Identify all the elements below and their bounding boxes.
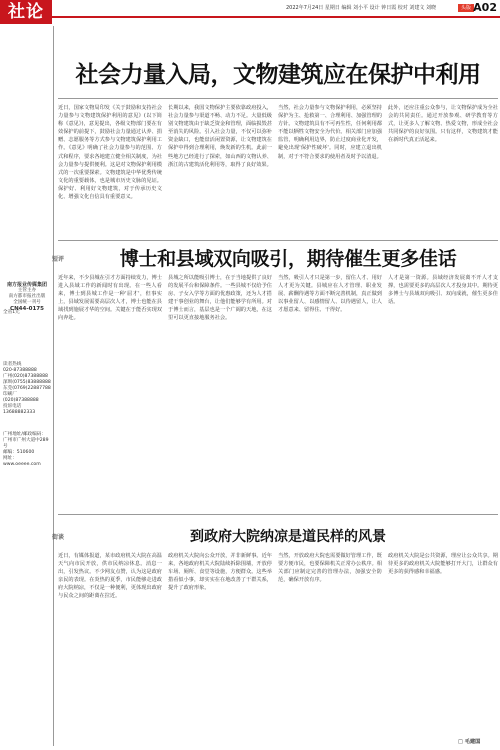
contact-line: 深圳(0755)83888888: [3, 380, 51, 385]
page-number: A02: [473, 1, 497, 14]
article3-col3: 当然，开放政府大院也需要做好管理工作，既要方便市民，也要保障机关正常办公秩序。相关部门应制定完善的管理办法，加强安全防范，确保开放有序。: [278, 553, 382, 584]
article3-col4: 政府机关大院是公共资源，理应让公众共享。期待更多的政府机关大院能够打开大门，让群众有更多的获得感和幸福感。: [388, 553, 498, 576]
contact-line: 020-87388888: [3, 368, 37, 373]
contact-block: [3, 362, 51, 416]
section-rule: [58, 240, 498, 241]
article3-col1: 近日，有媒体报道，某市政府机关大院在高温天气向市民开放，供市民纳凉休息。消息一出，引发热议。不少网友点赞，认为这是政府亲民的表现。在炎热的夏季，市民能够走进政府大院纳凉，不仅是一种便利，更体现出政府与民众之间的距离在拉近。: [58, 553, 162, 600]
address-line: 邮编：510600: [3, 450, 35, 455]
top-bar: [52, 0, 500, 24]
publisher-block: [3, 282, 51, 312]
org-name: 南方报业传媒集团: [6, 282, 47, 288]
org-sub1: 主管主办: [17, 288, 37, 293]
section-tag: 社论: [0, 0, 52, 24]
street-talk-tag: 街谈: [52, 534, 65, 541]
article2-col4: 人才是第一资源。县域经济发展离不开人才支撑，也需要更多的高层次人才投身其中。期待更多博士与县域双向吸引、双向成就，催生更多佳话。: [388, 275, 498, 306]
sidebar: [0, 26, 52, 750]
page-badge: 头版: [458, 4, 474, 12]
column-divider: [53, 26, 54, 746]
article1-col3: 当然，社会力量参与文物保护利用，必须坚持保护为主、抢救第一、合理利用、加强管理的方针。文物建筑具有不可再生性，任何利用都不能以牺牲文物安全为代价。相关部门应加强监管，明确利用边界，防止过度商业化开发，避免出现'保护性破坏'。同时，应建立退出机制，对于不符合要求的使用者及时予以清退。: [278, 105, 382, 160]
org-sub2: 南方都市报社出版: [8, 294, 46, 299]
article3-col2: 政府机关大院向公众开放，并非新鲜事。近年来，各地政府机关大院陆续拆除围墙，开放停车场、厕所、食堂等设施，方便群众。这些举措看似小事，却实实在在地改善了干群关系，提升了政府形象。: [168, 553, 272, 592]
address-line: 网址：www.oeeee.com: [3, 456, 41, 467]
article2-col3: 当然，吸引人才只是第一步，留住人才、用好人才更为关键。县城应在人才管理、职业发展、薪酬待遇等方面不断完善机制，真正做到以事业留人、以感情留人、以待遇留人，让人才愿意来、留得住、干得好。: [278, 275, 382, 314]
contact-line: 投诉电话: [3, 404, 22, 409]
article1-col4: 此外，还应注重公众参与，让文物保护成为全社会的共同责任。通过开放参观、研学教育等方式，让更多人了解文物、热爱文物，形成全社会共同保护的良好氛围。只有这样，文物建筑才能在新时代真正活起来。: [388, 105, 498, 144]
byline: □ 毛建国: [458, 739, 481, 745]
contact-line: 广州(020)87388888: [3, 374, 48, 379]
address-block: [3, 432, 51, 468]
article2-col2: 县城之所以能吸引博士，在于当地提供了良好的发展平台和保障条件。一些县城不仅给予住房、子女入学等方面的优惠政策，还为人才搭建干事创业的舞台，让他们能够学有所用。对于博士而言，基层也是一个广阔的天地，在这里可以更直接地服务社会。: [168, 275, 272, 322]
headline-article1: 社会力量入局，文物建筑应在保护中利用: [75, 62, 481, 88]
price: 全省1元: [3, 310, 20, 315]
article2-col1: 近年来，不少县城在引才方面持续发力，博士进入县域工作的新闻时有出现。在一些人看来，博士到县城工作是一种'屈才'，但事实上，县域发展需要高层次人才，博士也能在县域找到施展才华的空间。关键在于能否实现双向奔赴。: [58, 275, 162, 322]
short-comment-tag: 短评: [52, 256, 65, 263]
headline-rule: [58, 98, 498, 99]
issue-info: 2022年7月24日 星期日 编辑 刘小平 设计 钟日霞 校对 刘建文 刘晓: [286, 5, 436, 11]
article1-col1: 近日，国家文物局印发《关于鼓励和支持社会力量参与文物建筑保护利用的意见》(以下简称《意见》)，意见提出，各级文物部门要在有效保护的前提下，鼓励社会力量通过认养、捐赠、志愿服务等方式参与文物建筑保护利用工作。《意见》明确了社会力量参与的范围、方式和程序，要求各地建立健全相关制度，为社会力量参与提供便利。这是对文物保护利用模式的一次重要探索。文物建筑是中华优秀传统文化的重要载体，也是城市历史文脉的见证。保护好、利用好文物建筑，对于传承历史文化、增强文化自信具有重要意义。: [58, 105, 162, 201]
article1-col2: 长期以来，我国文物保护主要依靠政府投入，社会力量参与渠道不畅、动力不足。大量低级别文物建筑由于缺乏资金和管理，面临损毁甚至消失的风险。引入社会力量，不仅可以弥补资金缺口，也能盘活闲置资源，让文物建筑在保护中得到合理利用，焕发新的生机。此前一些地方已经进行了探索，如山西的文物认养、浙江的古建筑活化利用等，取得了良好效果。: [168, 105, 272, 168]
address-line: 广州市广州大道中289号: [3, 438, 49, 449]
headline-article3: 到政府大院纳凉是道民样的风景: [190, 529, 386, 545]
contact-line: 读者热线: [3, 362, 22, 367]
top-rule: [52, 16, 500, 18]
contact-line: 印刷厂(020)87388888: [3, 392, 39, 403]
headline-article2: 博士和县域双向吸引，期待催生更多佳话: [119, 248, 457, 270]
masthead: [0, 0, 500, 24]
section-rule: [58, 514, 498, 515]
contact-line: 13688882333: [3, 410, 36, 415]
issn-line1: 全国统一刊号: [13, 300, 41, 305]
issn-line2: CN44-0175: [10, 306, 44, 312]
address-line: 广州地址/邮政编码：: [3, 432, 46, 437]
contact-line: 东莞(0769)22887788: [3, 386, 51, 391]
